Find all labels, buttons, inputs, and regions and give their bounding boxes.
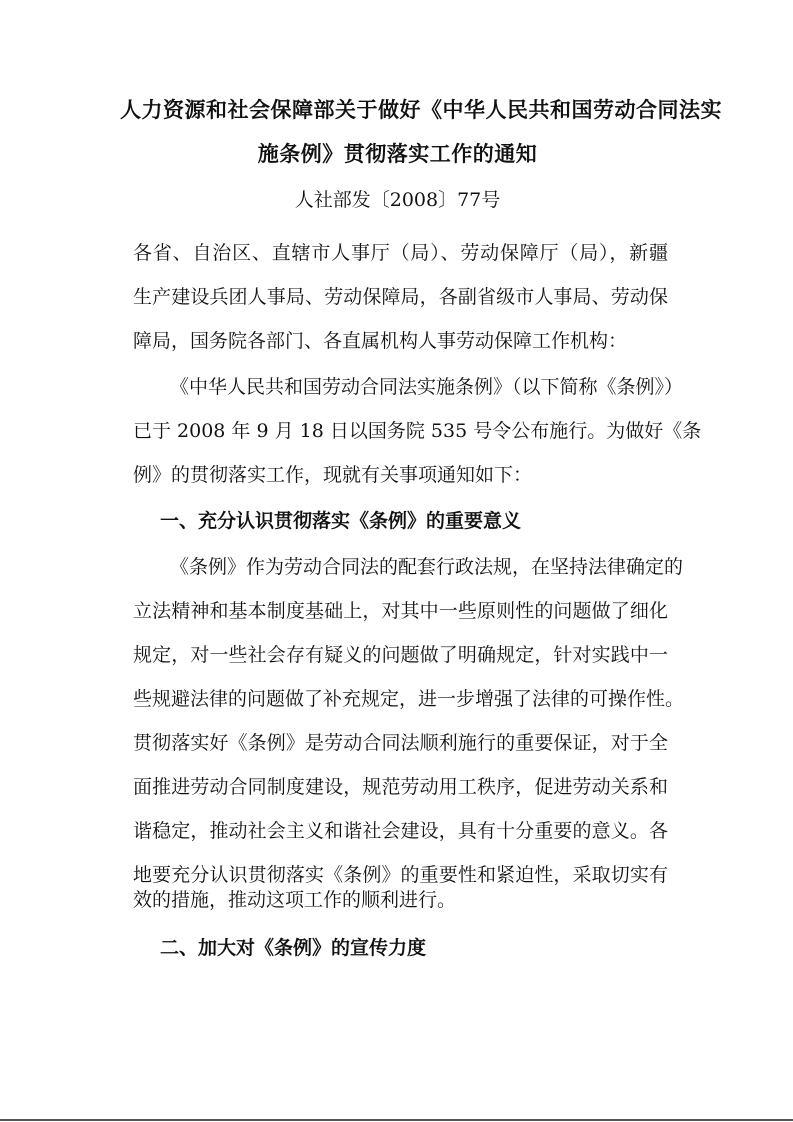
document-title-line-2: 施条例》贯彻落实工作的通知 [257,141,538,166]
addressee-line: 各省、自治区、直辖市人事厅（局）、劳动保障厅（局），新疆 [133,242,668,264]
intro-paragraph-line: 《中华人民共和国劳动合同法实施条例》（以下简称《条例》） [170,376,684,398]
section-1-paragraph-line: 地要充分认识贯彻落实《条例》的重要性和紧迫性，采取切实有 [133,864,668,886]
page-bottom-border [0,1119,793,1121]
section-2-heading: 二、加大对《条例》的宣传力度 [160,937,427,959]
section-1-paragraph-line: 贯彻落实好《条例》是劳动合同法顺利施行的重要保证，对于全 [133,732,668,754]
section-1-paragraph-line: 效的措施，推动这项工作的顺利进行。 [133,889,457,911]
section-1-paragraph-line: 规定，对一些社会存有疑义的问题做了明确规定，针对实践中一 [133,644,668,666]
section-1-paragraph-line: 谐稳定，推动社会主义和谐社会建设，具有十分重要的意义。各 [133,820,668,842]
addressee-line: 障局，国务院各部门、各直属机构人事劳动保障工作机构： [133,330,628,352]
section-1-heading: 一、充分认识贯彻落实《条例》的重要意义 [160,510,522,532]
section-1-paragraph-line: 面推进劳动合同制度建设，规范劳动用工秩序，促进劳动关系和 [133,776,668,798]
addressee-line: 生产建设兵团人事局、劳动保障局，各副省级市人事局、劳动保 [133,286,668,308]
document-number: 人社部发〔2008〕77号 [294,189,501,211]
document-title-line-1: 人力资源和社会保障部关于做好《中华人民共和国劳动合同法实 [120,97,722,122]
intro-paragraph-line: 例》的贯彻落实工作，现就有关事项通知如下： [133,464,533,486]
section-1-paragraph-line: 《条例》作为劳动合同法的配套行政法规，在坚持法律确定的 [170,556,684,578]
intro-paragraph-line: 已于 2008 年 9 月 18 日以国务院 535 号令公布施行。为做好《条 [133,420,702,442]
section-1-paragraph-line: 些规避法律的问题做了补充规定，进一步增强了法律的可操作性。 [133,688,685,710]
section-1-paragraph-line: 立法精神和基本制度基础上，对其中一些原则性的问题做了细化 [133,600,668,622]
